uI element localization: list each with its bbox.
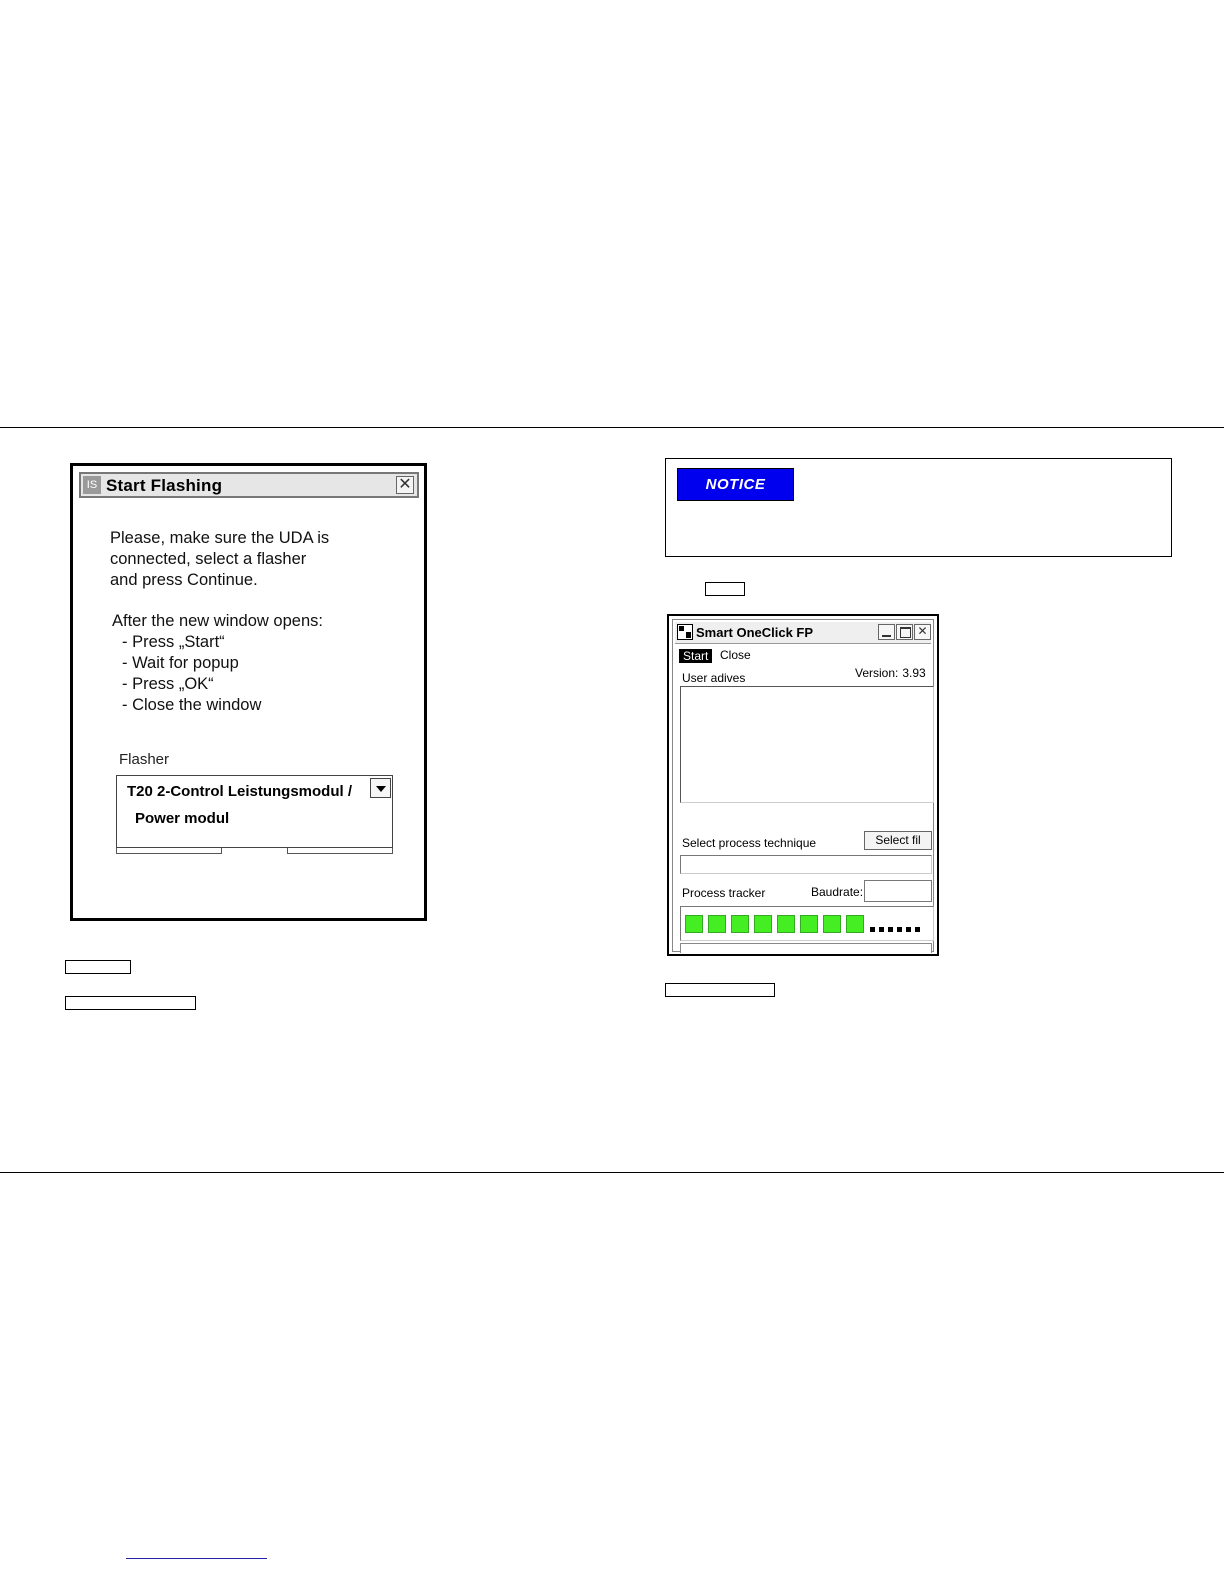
app-logo-icon: IS: [83, 476, 101, 494]
smart-oneclick-titlebar: [675, 622, 931, 644]
steps-heading: After the new window opens:: [112, 612, 323, 630]
instruction-line: and press Continue.: [110, 571, 258, 589]
progress-block: [754, 915, 772, 933]
flasher-dropdown-list: [116, 803, 393, 848]
step-item: - Press „OK“: [122, 675, 214, 693]
progress-block: [800, 915, 818, 933]
flasher-option[interactable]: Power modul: [135, 810, 230, 827]
flasher-selected-value: T20 2-Control Leistungsmodul /: [127, 783, 353, 800]
progress-dot: [906, 927, 911, 932]
select-file-button[interactable]: Select fil: [864, 831, 932, 850]
flasher-label: Flasher: [119, 751, 170, 768]
smart-oneclick-window: [667, 614, 939, 956]
instruction-text: [110, 528, 329, 591]
bottom-divider-line: [0, 1172, 1224, 1173]
process-tracker-progress: [680, 906, 934, 941]
progress-block: [823, 915, 841, 933]
instruction-line: connected, select a flasher: [110, 550, 307, 568]
progress-dot: [897, 927, 902, 932]
progress-dot: [870, 927, 875, 932]
reference-box: [65, 960, 131, 974]
top-divider-line: [0, 427, 1224, 428]
progress-block: [846, 915, 864, 933]
start-flashing-dialog: [70, 463, 427, 921]
maximize-icon[interactable]: [896, 624, 913, 640]
progress-block: [708, 915, 726, 933]
close-icon[interactable]: ✕: [914, 624, 931, 640]
process-tracker-label: Process tracker: [682, 886, 766, 900]
menu-start[interactable]: Start: [679, 649, 712, 663]
instruction-line: Please, make sure the UDA is: [110, 529, 330, 547]
step-item: - Wait for popup: [122, 654, 239, 672]
version-text: [855, 666, 926, 680]
app-window-icon: [677, 624, 693, 640]
window-title: Smart OneClick FP: [696, 625, 814, 640]
user-advices-label: User adives: [682, 671, 746, 685]
baudrate-label: Baudrate:: [811, 885, 864, 899]
process-technique-field[interactable]: [680, 855, 932, 874]
step-item: - Close the window: [122, 696, 262, 714]
progress-block: [731, 915, 749, 933]
close-icon[interactable]: ✕: [396, 476, 414, 494]
progress-dot: [915, 927, 920, 932]
status-field: [680, 943, 932, 953]
reference-box: [665, 983, 775, 997]
progress-dot: [888, 927, 893, 932]
start-flashing-titlebar: [79, 472, 419, 498]
footer-link-underline[interactable]: [126, 1558, 267, 1559]
baudrate-input[interactable]: [864, 880, 932, 902]
progress-block: [777, 915, 795, 933]
version-label: Version:: [855, 666, 899, 680]
reference-box: [65, 996, 196, 1010]
flasher-select[interactable]: [116, 775, 393, 804]
progress-dot: [879, 927, 884, 932]
notice-badge: NOTICE: [677, 468, 794, 501]
user-advices-textarea[interactable]: [680, 686, 934, 803]
minimize-icon[interactable]: [878, 624, 895, 640]
smart-oneclick-frame: [672, 619, 934, 952]
dialog-title: Start Flashing: [106, 476, 223, 495]
reference-box: [705, 582, 745, 596]
process-technique-label: Select process technique: [682, 836, 817, 850]
step-item: - Press „Start“: [122, 633, 225, 651]
steps-text: [112, 611, 323, 716]
progress-block: [685, 915, 703, 933]
chevron-down-icon[interactable]: [370, 778, 391, 798]
menu-close[interactable]: Close: [720, 648, 751, 662]
notice-box: [665, 458, 1172, 557]
version-value: 3.93: [902, 666, 926, 680]
